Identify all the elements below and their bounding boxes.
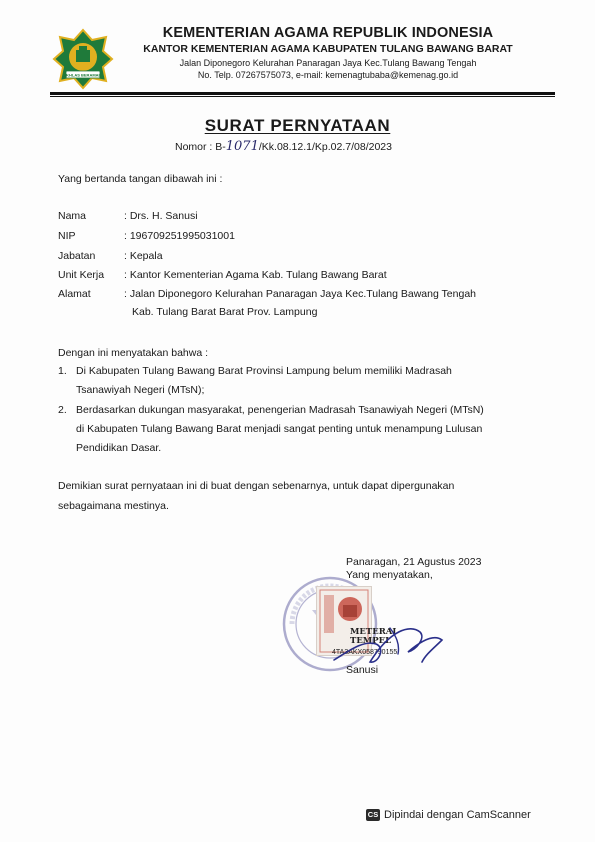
closing-line-2: sebagaimana mestinya. (58, 500, 169, 512)
point-2-line-2: di Kabupaten Tulang Bawang Barat menjadi sangat penting untuk menampung Lulusan (76, 423, 483, 435)
kemenag-logo (52, 28, 114, 90)
label-nip: NIP (58, 230, 76, 242)
declaration-intro: Dengan ini menyatakan bahwa : (58, 347, 209, 359)
label-alamat: Alamat (58, 288, 91, 300)
meterai-serial: 4TA3AKX058790155 (332, 649, 398, 656)
label-unit-kerja: Unit Kerja (58, 269, 105, 281)
camscanner-icon: CS (367, 810, 379, 820)
value-alamat: : Jalan Diponegoro Kelurahan Panaragan Jaya Kec.Tulang Bawang Tengah (124, 288, 477, 300)
letterhead (118, 24, 538, 81)
value-nip: : 196709251995031001 (124, 230, 235, 242)
intro-text: Yang bertanda tangan dibawah ini : (58, 173, 223, 185)
value-jabatan: : Kepala (124, 250, 163, 262)
letterhead-rule-thick (50, 92, 555, 95)
value-unit-kerja: : Kantor Kementerian Agama Kab. Tulang Bawang Barat (124, 269, 387, 281)
scanner-watermark (366, 809, 531, 821)
point-2-number: 2. (58, 404, 67, 416)
closing-line-1: Demikian surat pernyataan ini di buat dengan sebenarnya, untuk dapat dipergunakan (58, 480, 455, 492)
label-jabatan: Jabatan (58, 250, 96, 262)
office-contact: No. Telp. 07267575073, e-mail: kemenagtubaba@kemenag.go.id (197, 70, 459, 80)
signer-role: Yang menyatakan, (346, 569, 433, 581)
handwritten-number: 1071 (225, 139, 259, 154)
point-1-line-2: Tsanawiyah Negeri (MTsN); (76, 384, 205, 396)
signer-name: Sanusi (346, 664, 379, 676)
meterai-label: METERAI TEMPEL (350, 627, 397, 646)
logo-text: IKHLAS BERAMAL (65, 72, 101, 78)
office-name: KANTOR KEMENTERIAN AGAMA KABUPATEN TULANG BAWANG BARAT (143, 43, 513, 55)
point-1-number: 1. (58, 365, 67, 377)
point-2-line-3: Pendidikan Dasar. (76, 442, 162, 454)
office-address: Jalan Diponegoro Kelurahan Panaragan Jaya Kec.Tulang Bawang Tengah (179, 58, 477, 68)
letterhead-rule-thin (50, 96, 555, 97)
ministry-name: KEMENTERIAN AGAMA REPUBLIK INDONESIA (162, 25, 494, 41)
value-alamat-cont: Kab. Tulang Barat Barat Prov. Lampung (132, 306, 318, 318)
point-1-line-1: Di Kabupaten Tulang Bawang Barat Provinsi Lampung belum memiliki Madrasah (76, 365, 452, 377)
value-nama: : Drs. H. Sanusi (124, 210, 198, 222)
scanner-text: Dipindai dengan CamScanner (384, 809, 531, 821)
label-nama: Nama (58, 210, 87, 222)
point-2-line-1: Berdasarkan dukungan masyarakat, penengerian Madrasah Tsanawiyah Negeri (MTsN) (76, 404, 484, 416)
place-date: Panaragan, 21 Agustus 2023 (346, 556, 482, 568)
document-number: Nomor : B-1071/Kk.08.12.1/Kp.02.7/08/2023 (175, 139, 392, 154)
document-title: SURAT PERNYATAAN (204, 116, 391, 135)
